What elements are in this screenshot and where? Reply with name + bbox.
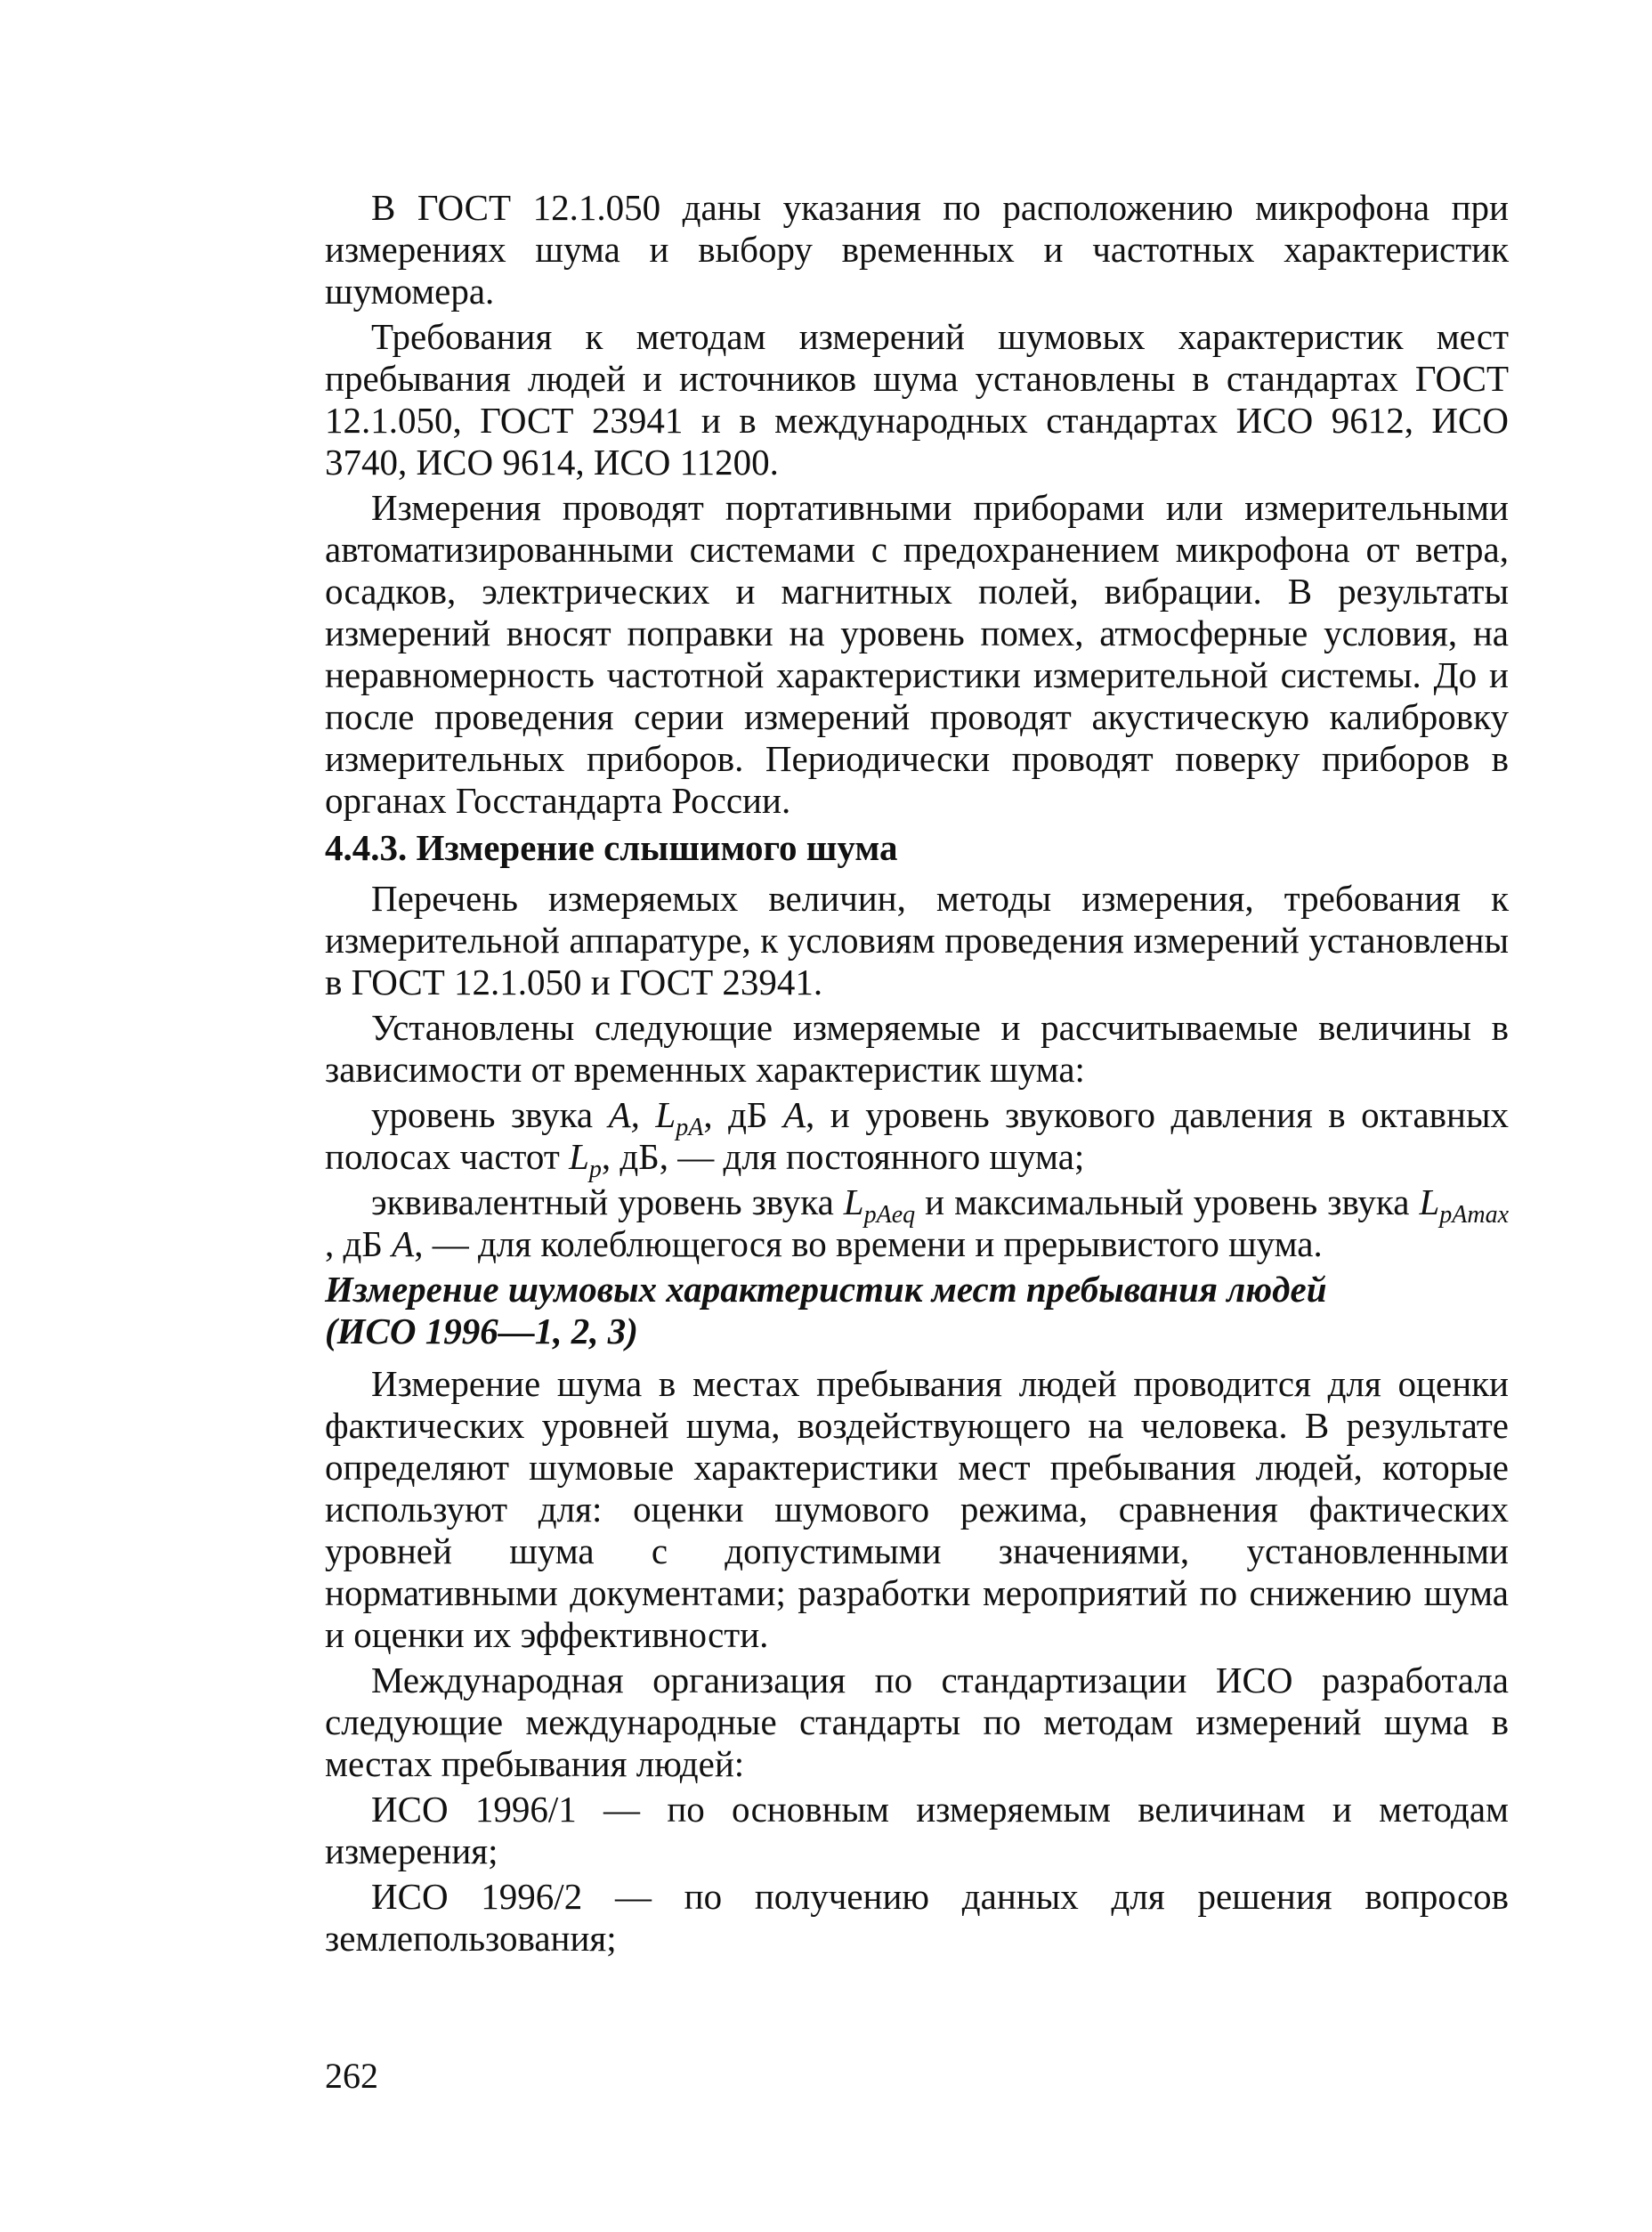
paragraph-noise-measurement-purpose: Измерение шума в местах пребывания людей проводится для оценки фактических уровней шума, воздействующего на человека. В результате определяют шумовые характеристики мест пребывания людей, которые используют для: оценки шумового режима, сравнения фактических уровней шума с допустимыми значениями, установленными нормативными документами; разработки мероприятий по снижению шума и оценки их эффективности. <box>325 1363 1509 1655</box>
paragraph-established-quantities: Установлены следующие измеряемые и рассчитываемые величины в зависимости от временных характеристик шума: <box>325 1007 1509 1090</box>
page-number: 262 <box>325 2056 378 2096</box>
paragraph-iso-standards: Международная организация по стандартизации ИСО разработала следующие международные стандарты по методам измерений шума в местах пребывания людей: <box>325 1660 1509 1784</box>
subsection-heading-line1: Измерение шумовых характеристик мест пребывания людей <box>325 1269 1327 1310</box>
list-item-constant-noise: уровень звука A, $L_{pA}$, дБ A, и уровень звукового давления в октавных полосах частот $L_p$, дБ, — для постоянного шума; <box>325 1094 1510 1183</box>
subsection-heading-line2: (ИСО 1996—1, 2, 3) <box>325 1311 638 1351</box>
list-item-iso-1996-2: ИСО 1996/2 — по получению данных для решения вопросов землепользования; <box>325 1876 1509 1959</box>
paragraph-measurement-requirements: Требования к методам измерений шумовых характеристик мест пребывания людей и источников шума установлены в стандартах ГОСТ 12.1.050, ГОСТ 23941 и в международных стандартах ИСО 9612, ИСО 3740, ИСО 9614, ИСО 11200. <box>325 316 1509 483</box>
section-heading: 4.4.3. Измерение слышимого шума <box>325 827 898 868</box>
page-body <box>325 187 1509 1963</box>
paragraph-measured-quantities-list: Перечень измеряемых величин, методы измерения, требования к измерительной аппаратуре, к условиям проведения измерений установлены в ГОСТ 12.1.050 и ГОСТ 23941. <box>325 878 1509 1002</box>
paragraph-measurement-instruments: Измерения проводят портативными приборами или измерительными автоматизированными системами с предохранением микрофона от ветра, осадков, электрических и магнитных полей, вибрации. В результаты измерений вносят поправки на уровень помех, атмосферные условия, на неравномерность частотной характеристики измерительной системы. До и после проведения серии измерений проводят акустическую калибровку измерительных приборов. Периодически проводят поверку приборов в органах Госстандарта России. <box>325 487 1509 821</box>
subsection-heading <box>325 1269 1509 1352</box>
list-item-iso-1996-1: ИСО 1996/1 — по основным измеряемым величинам и методам измерения; <box>325 1789 1509 1871</box>
paragraph-gost-microphone: В ГОСТ 12.1.050 даны указания по расположению микрофона при измерениях шума и выбору временных и частотных характеристик шумомера. <box>325 187 1509 312</box>
list-item-fluctuating-noise: эквивалентный уровень звука $L_{pAeq}$ и максимальный уровень звука $L_{pAmax}$ , дБ A, — для колеблющегося во времени и прерывистого шума. <box>325 1181 1510 1264</box>
